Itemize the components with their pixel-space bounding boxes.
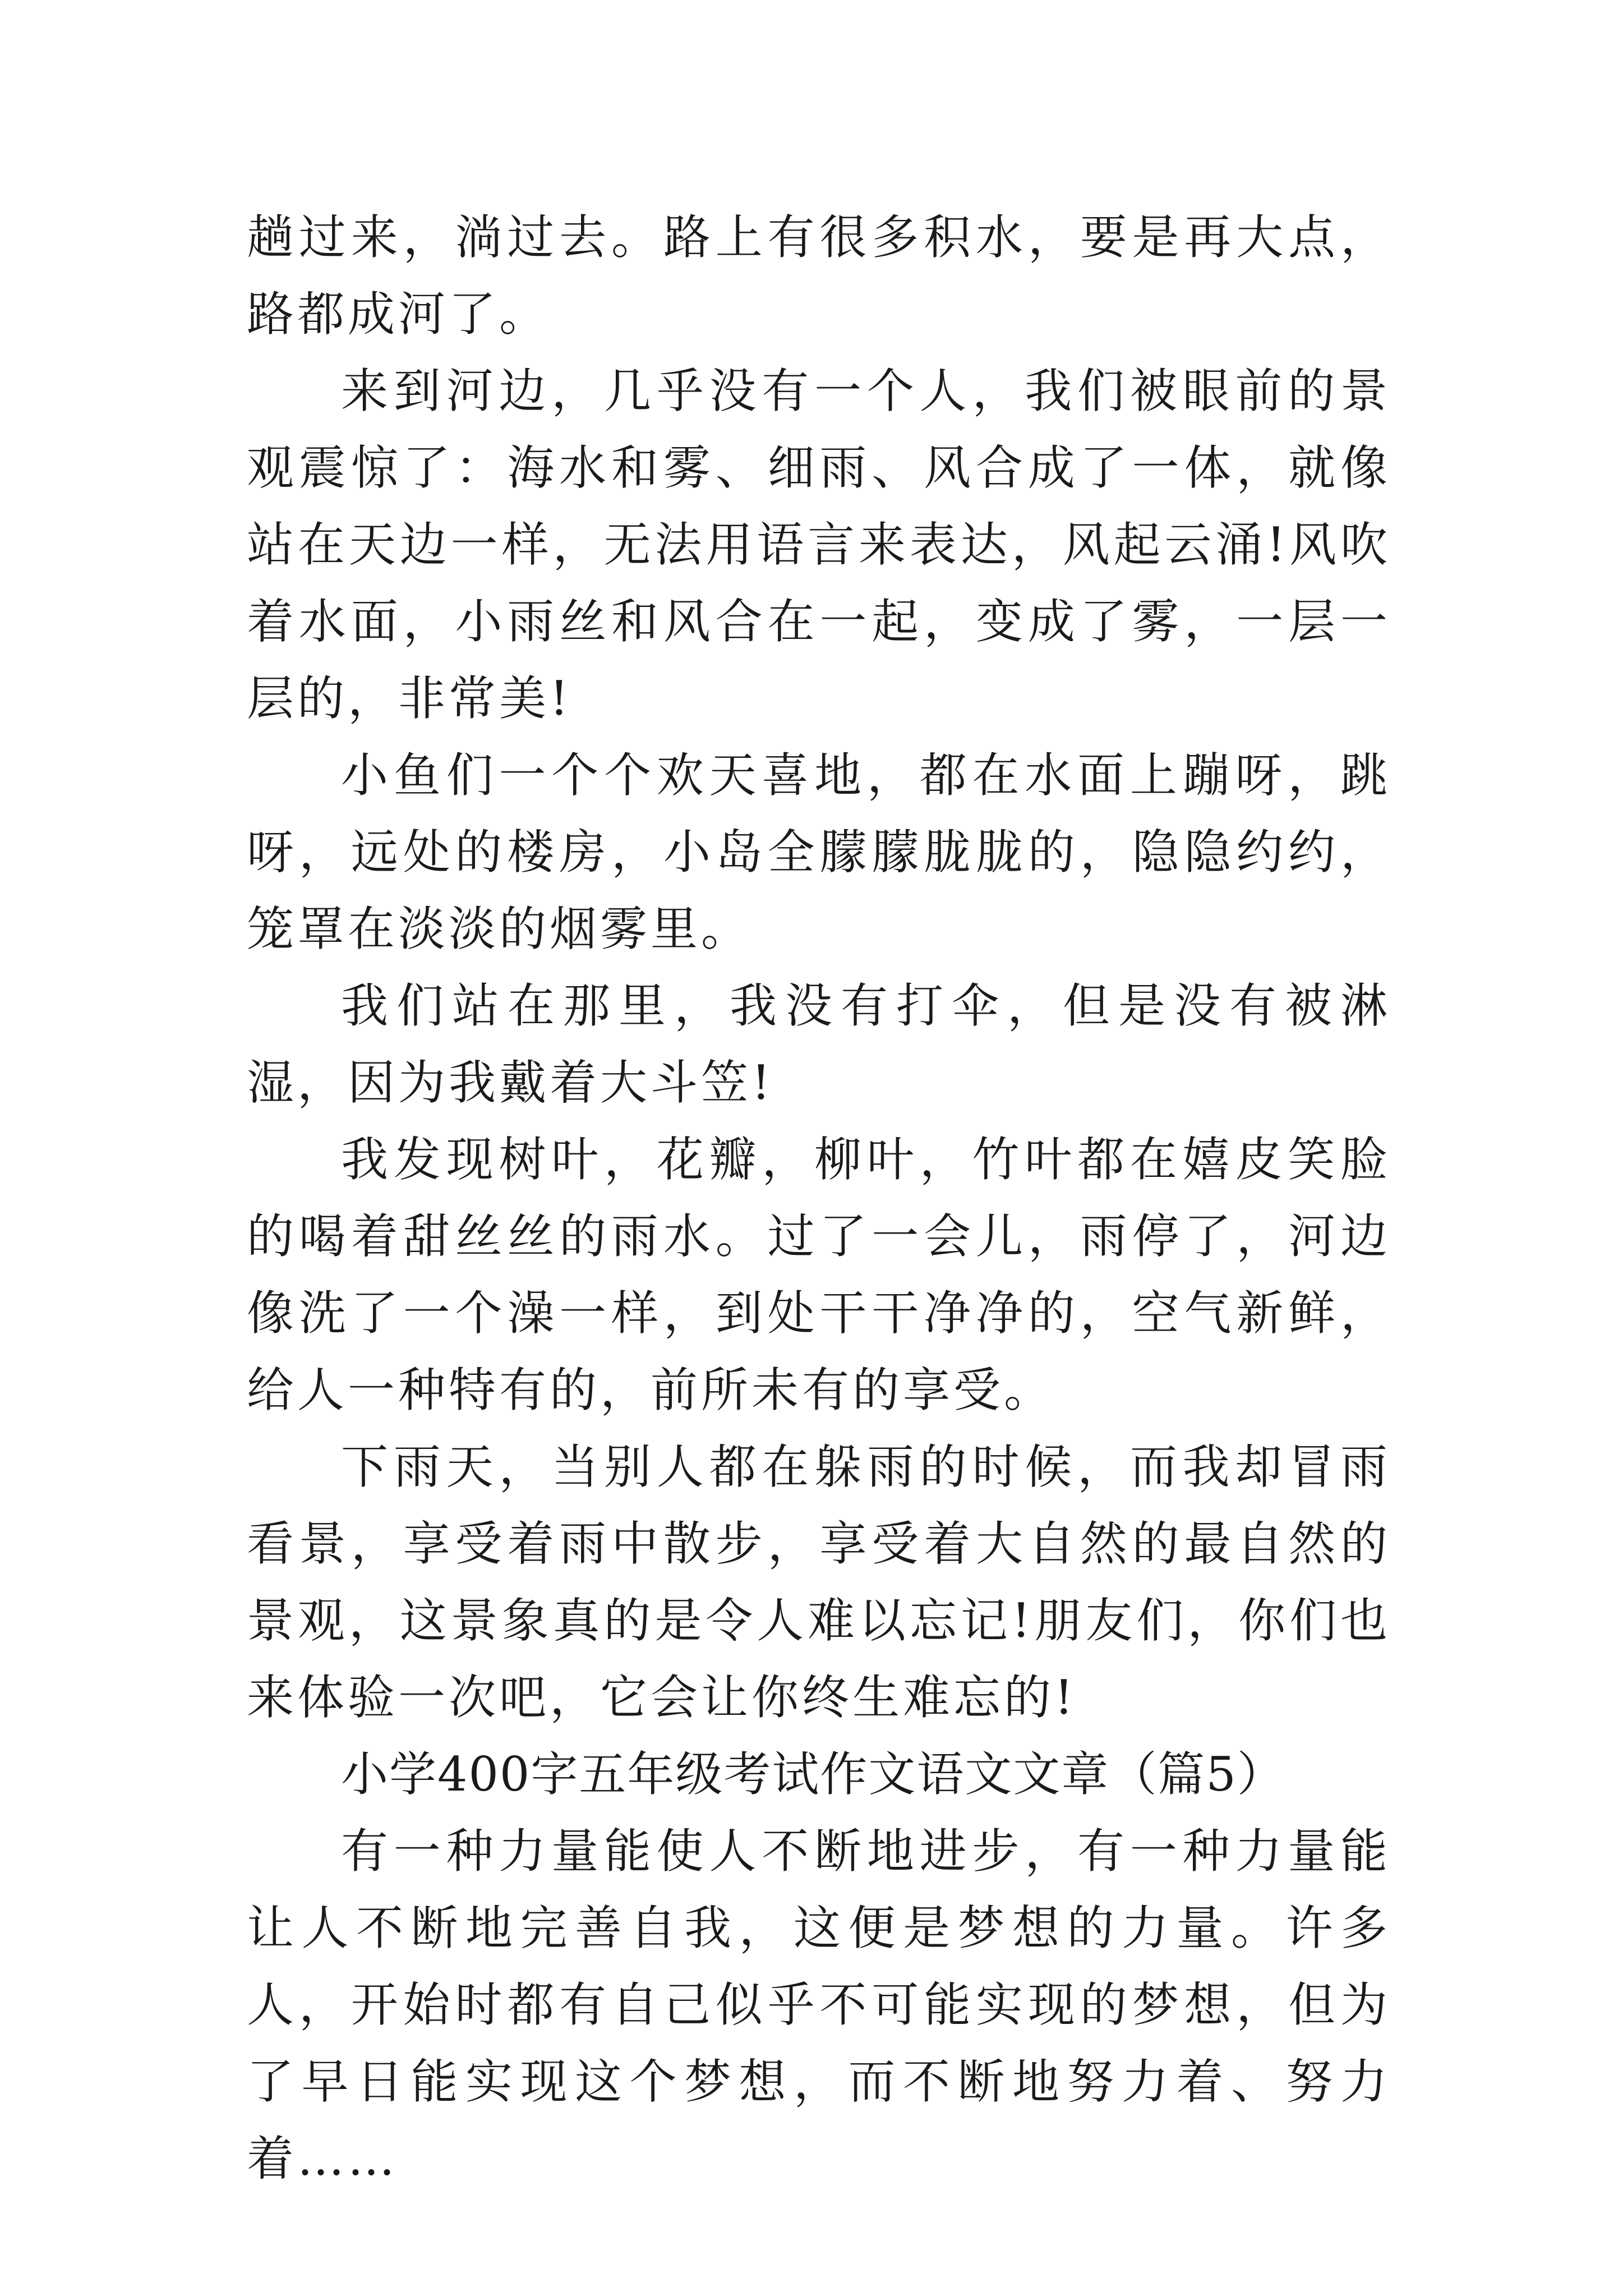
paragraph-hat: 我们站在那里，我没有打伞，但是没有被淋湿，因为我戴着大斗笠! [247, 978, 1391, 1110]
paragraph-dream: 有一种力量能使人不断地进步，有一种力量能让人不断地完善自我，这便是梦想的力量。许多人，开始时都有自己似乎不可能实现的梦想，但为了早日能实现这个梦想，而不断地努力着、努力着…… [247, 1824, 1391, 2186]
paragraph-conclusion: 下雨天，当别人都在躲雨的时候，而我却冒雨看景，享受着雨中散步，享受着大自然的最自然的景观，这景象真的是令人难以忘记!朋友们，你们也来体验一次吧，它会让你终生难忘的! [247, 1439, 1391, 1725]
section-heading: 小学400字五年级考试作文语文文章（篇5） [341, 1747, 1285, 1802]
paragraph-leaves: 我发现树叶，花瓣，柳叶，竹叶都在嬉皮笑脸的喝着甜丝丝的雨水。过了一会儿，雨停了，河边像洗了一个澡一样，到处干干净净的，空气新鲜，给人一种特有的，前所未有的享受。 [247, 1132, 1391, 1418]
document-body [247, 199, 1391, 2197]
paragraph-riverside: 来到河边，几乎没有一个人，我们被眼前的景观震惊了：海水和雾、细雨、风合成了一体，就像站在天边一样，无法用语言来表达，风起云涌!风吹着水面，小雨丝和风合在一起，变成了雾，一层一层的，非常美! [247, 364, 1391, 726]
paragraph-fish: 小鱼们一个个欢天喜地，都在水面上蹦呀，跳呀，远处的楼房，小岛全朦朦胧胧的，隐隐约约，笼罩在淡淡的烟雾里。 [247, 748, 1391, 956]
paragraph-continuation: 趟过来，淌过去。路上有很多积水，要是再大点，路都成河了。 [247, 210, 1391, 342]
